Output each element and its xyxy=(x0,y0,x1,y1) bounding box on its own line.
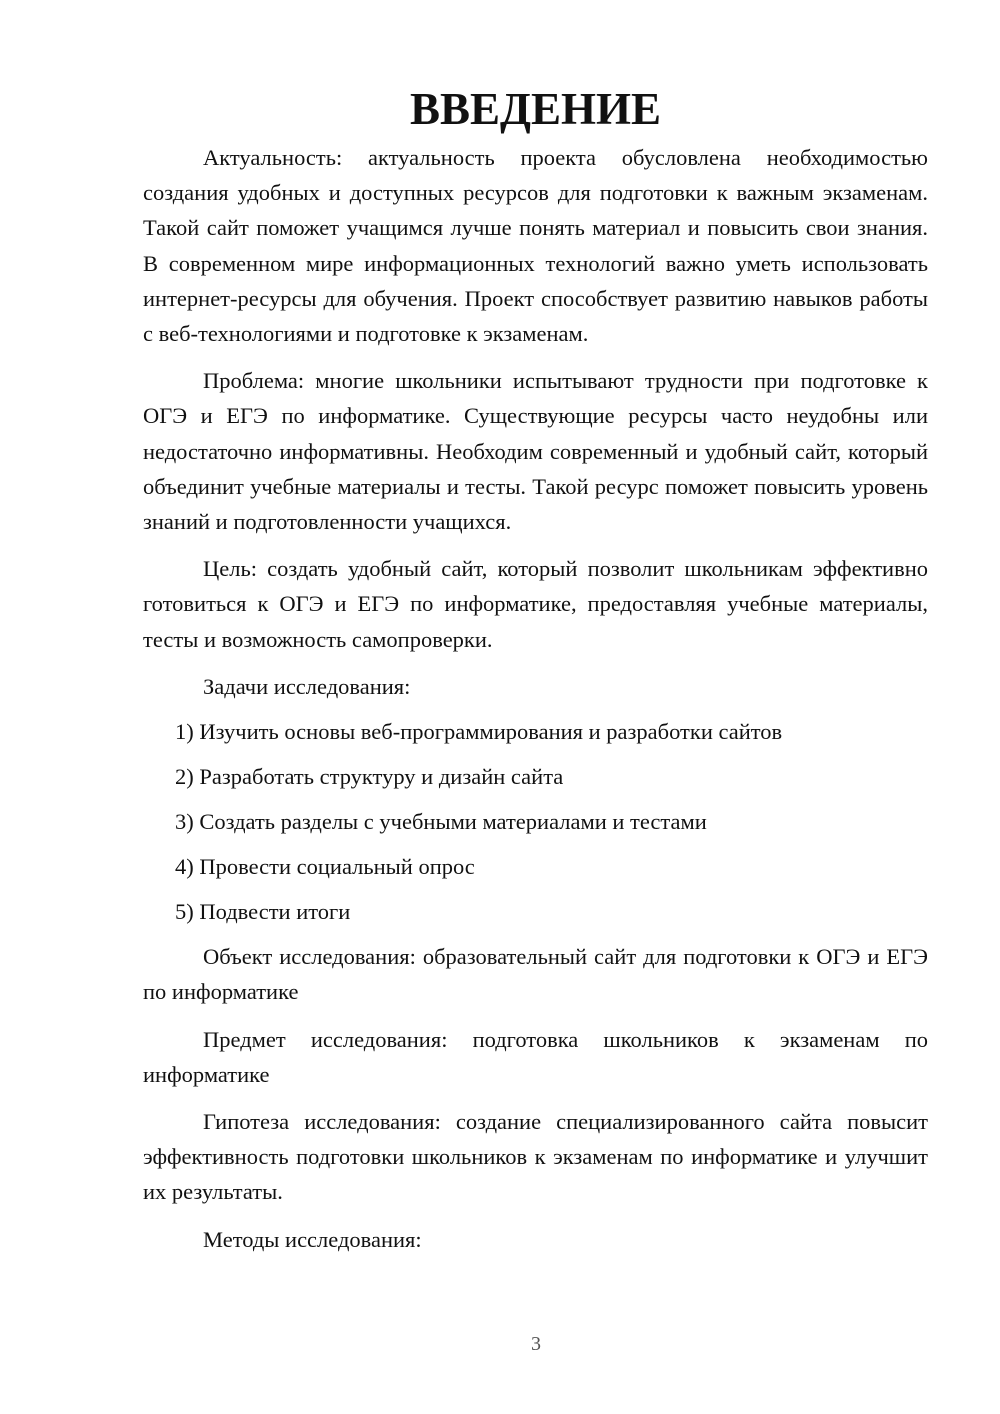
methods-heading: Методы исследования: xyxy=(203,1226,422,1252)
paragraph-subject: Предмет исследования: подготовка школьников к экзаменам по информатике xyxy=(143,1026,928,1087)
page-number: 3 xyxy=(531,1333,541,1355)
tasks-heading: Задачи исследования: xyxy=(203,673,411,699)
list-item: 5) Подвести итоги xyxy=(175,899,351,925)
page-title: ВВЕДЕНИЕ xyxy=(409,84,662,134)
list-item: 2) Разработать структуру и дизайн сайта xyxy=(175,764,564,790)
list-item: 3) Создать разделы с учебными материалами и тестами xyxy=(175,809,707,835)
list-item: 4) Провести социальный опрос xyxy=(175,854,475,880)
list-item: 1) Изучить основы веб-программирования и разработки сайтов xyxy=(175,719,783,745)
tasks-list xyxy=(143,714,928,929)
paragraph-object: Объект исследования: образовательный сайт для подготовки к ОГЭ и ЕГЭ по информатике xyxy=(143,944,928,1005)
paragraph-goal: Цель: создать удобный сайт, который позволит школьникам эффективно готовиться к ОГЭ и ЕГЭ по информатике, предоставляя учебные материалы, тесты и возможность самопроверки. xyxy=(143,556,928,652)
document-page xyxy=(143,84,928,1269)
paragraph-hypothesis: Гипотеза исследования: создание специализированного сайта повысит эффективность подготовки школьников к экзаменам по информатике и улучшит их результаты. xyxy=(143,1109,928,1205)
paragraph-relevance: Актуальность: актуальность проекта обусловлена необходимостью создания удобных и доступных ресурсов для подготовки к важным экзаменам. Такой сайт поможет учащимся лучше понять материал и повысить свои знания. В современном мире информационных технологий важно уметь использовать интернет-ресурсы для обучения. Проект способствует развитию навыков работы с веб-технологиями и подготовке к экзаменам. xyxy=(143,145,928,347)
paragraph-problem: Проблема: многие школьники испытывают трудности при подготовке к ОГЭ и ЕГЭ по информатике. Существующие ресурсы часто неудобны или недостаточно информативны. Необходим современный и удобный сайт, который объединит учебные материалы и тесты. Такой ресурс поможет повысить уровень знаний и подготовленности учащихся. xyxy=(143,368,928,535)
